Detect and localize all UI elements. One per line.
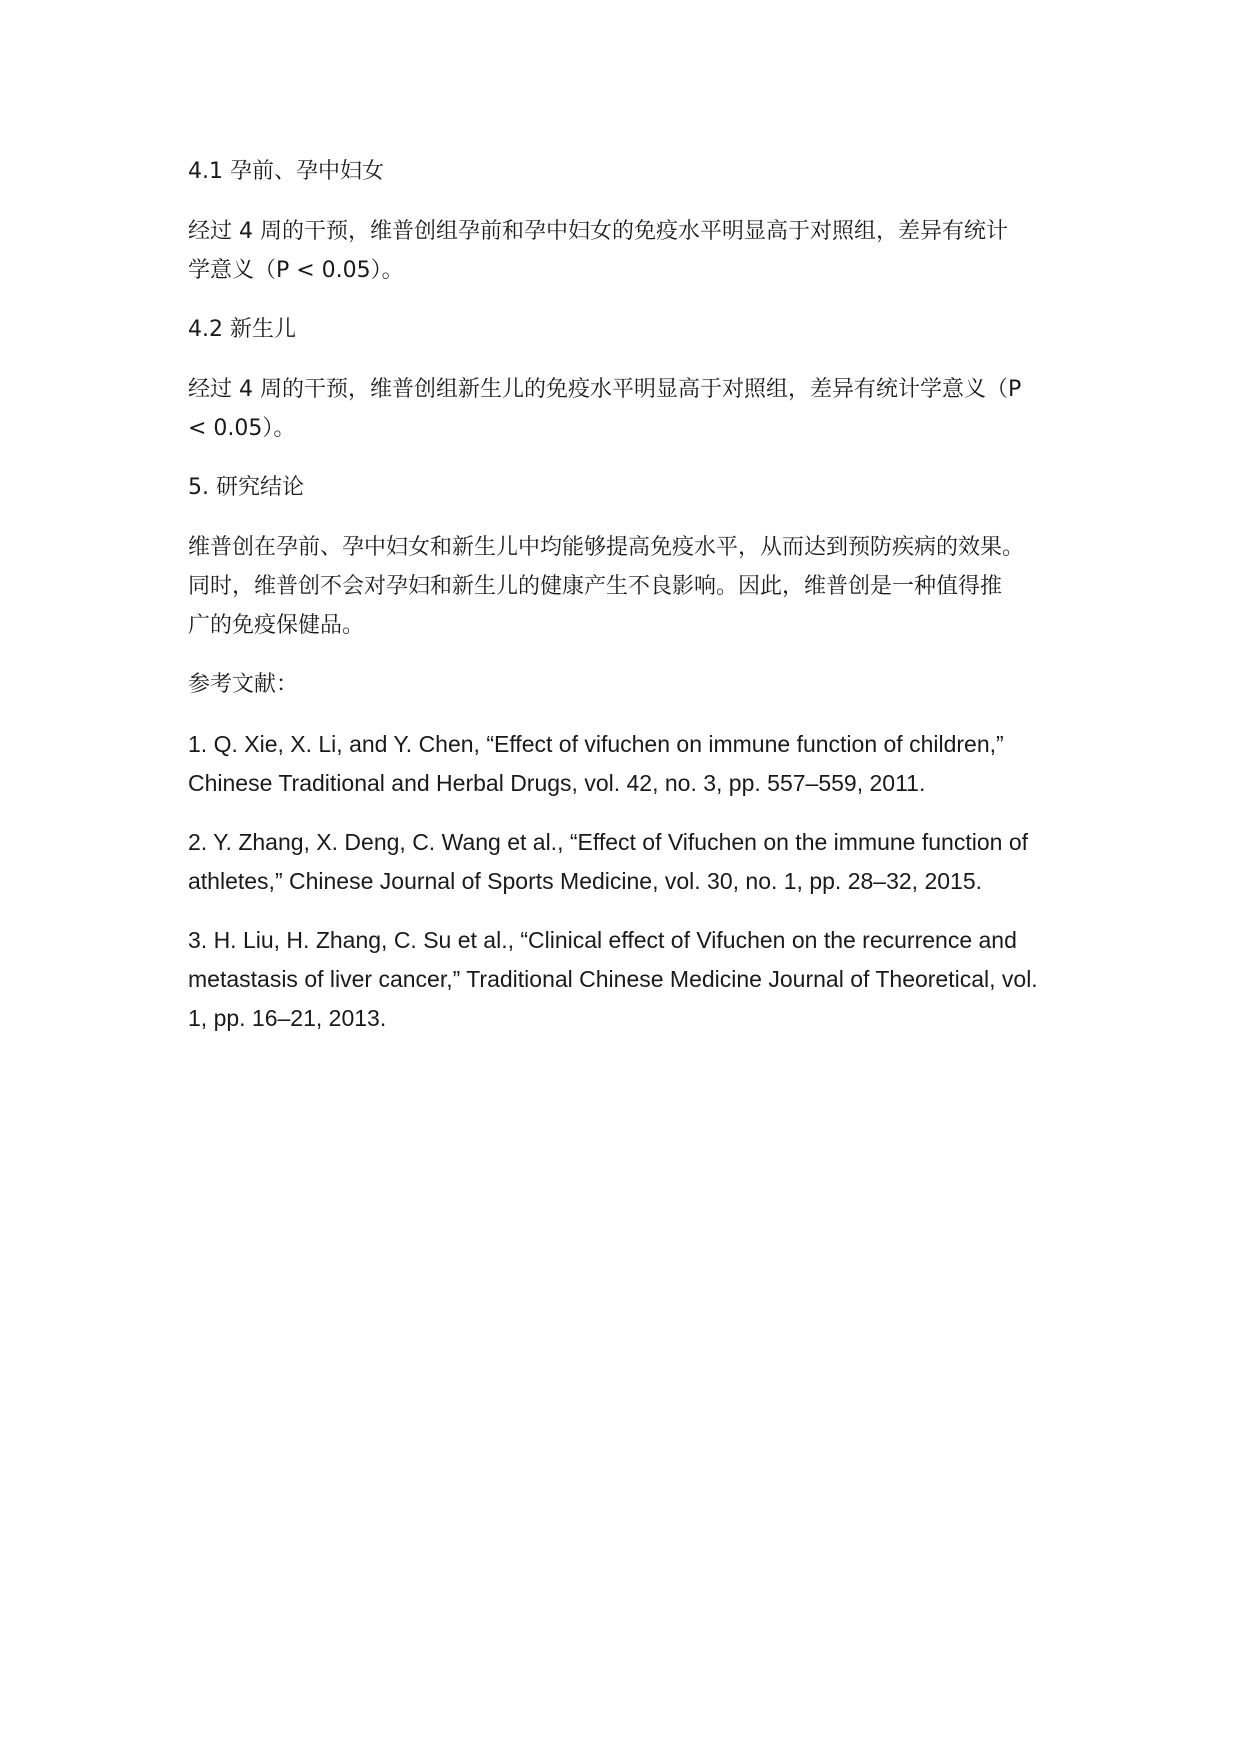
paragraph-line: 同时，维普创不会对孕妇和新生儿的健康产生不良影响。因此，维普创是一种值得推 [188, 574, 1003, 599]
paragraph-line: 经过 4 周的干预，维普创组孕前和孕中妇女的免疫水平明显高于对照组，差异有统计 [188, 219, 1008, 244]
reference-item-1 [188, 725, 1068, 803]
reference-item-3 [188, 921, 1068, 1038]
paragraph-line: 学意义（P < 0.05）。 [188, 258, 404, 283]
section-5-heading: 5. 研究结论 [188, 475, 304, 500]
references-title: 参考文献： [188, 672, 299, 697]
paragraph-line: 广的免疫保健品。 [188, 613, 365, 638]
reference-line: 3. H. Liu, H. Zhang, C. Su et al., “Clinical effect of Vifuchen on the recurrence and [188, 927, 1017, 953]
reference-line: 1, pp. 16–21, 2013. [188, 1005, 387, 1031]
section-5-paragraph [188, 528, 1068, 645]
reference-line: athletes,” Chinese Journal of Sports Medicine, vol. 30, no. 1, pp. 28–32, 2015. [188, 868, 982, 894]
paragraph-line: < 0.05）。 [188, 416, 296, 441]
document-body [188, 152, 1068, 1058]
section-4-1-paragraph [188, 212, 1068, 290]
reference-line: Chinese Traditional and Herbal Drugs, vol. 42, no. 3, pp. 557–559, 2011. [188, 770, 926, 796]
section-4-1-heading: 4.1 孕前、孕中妇女 [188, 159, 384, 184]
reference-item-2 [188, 823, 1068, 901]
paragraph-line: 经过 4 周的干预，维普创组新生儿的免疫水平明显高于对照组，差异有统计学意义（P [188, 377, 1022, 402]
reference-line: metastasis of liver cancer,” Traditional Chinese Medicine Journal of Theoretical, vol. [188, 966, 1038, 992]
reference-line: 1. Q. Xie, X. Li, and Y. Chen, “Effect of vifuchen on immune function of children,” [188, 731, 1004, 757]
reference-line: 2. Y. Zhang, X. Deng, C. Wang et al., “Effect of Vifuchen on the immune function of [188, 829, 1028, 855]
paragraph-line: 维普创在孕前、孕中妇女和新生儿中均能够提高免疫水平，从而达到预防疾病的效果。 [188, 535, 1025, 560]
section-4-2-paragraph [188, 370, 1068, 448]
section-4-2-heading: 4.2 新生儿 [188, 317, 296, 342]
